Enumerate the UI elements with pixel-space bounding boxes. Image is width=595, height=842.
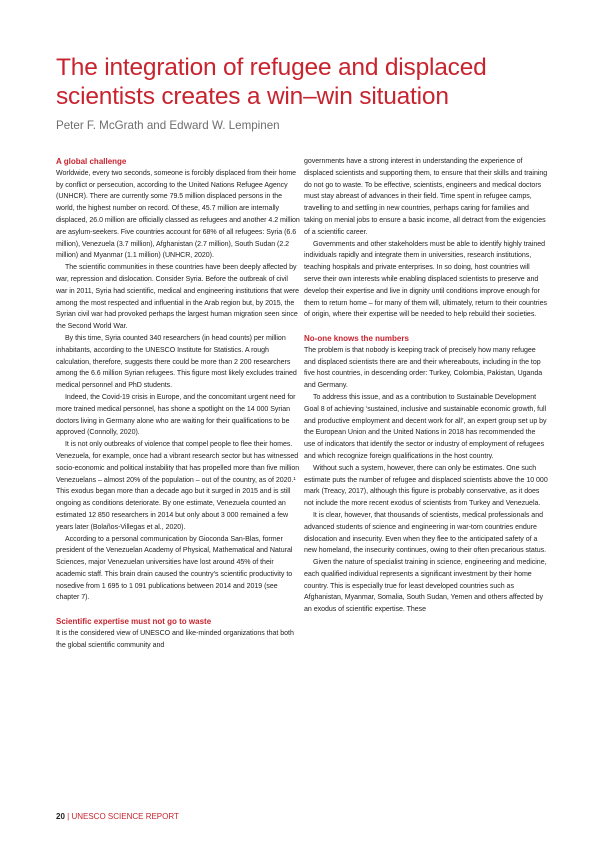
paragraph: It is the considered view of UNESCO and like-minded organizations that both the global scientific community and [56, 629, 294, 649]
paragraph: To address this issue, and as a contribution to Sustainable Development Goal 8 of achieving ‘sustained, inclusive and sustainable economic growth, full and productive employment and decent work for all’, an expert group set up by the European Union and the United Nations in 2018 has recommended the use of indicators that identify the sector or industry of employment of refugees and which recognize foreign qualifications in the host country. [304, 393, 547, 460]
paragraph: By this time, Syria counted 340 researchers (in head counts) per million inhabitants, according to the UNESCO Institute for Statistics. A rough calculation, therefore, suggests there could be more than 2 200 researchers among the 6.6 million Syrian refugees. This figure most likely excludes trained medical personnel and PhD students. [56, 334, 297, 390]
page-footer [56, 812, 179, 821]
section-heading-global-challenge: A global challenge [56, 157, 127, 166]
paragraph: It is not only outbreaks of violence that compel people to flee their homes. Venezuela, for example, once had a vibrant research sector but has witnessed socio-economic and political instability that has propelled more than five million Venezuelans – almost 20% of the population – out of the country, as of 2020.¹ This exodus began more than a decade ago but it surged in 2015 and is still ongoing as conditions deteriorate. By one estimate, Venezuela counted an estimated 12 850 researchers in 2014 but only about 3 000 remained a few years later (Bolaños-Villegas et al., 2020). [56, 441, 300, 531]
footer-separator: | [67, 812, 70, 821]
paragraph-continued: governments have a strong interest in understanding the experience of displaced scientists and supporting them, to ensure that their skills and training do not go to waste. To be effective, scientists, engineers and medical doctors must stay abreast of advances in their field. Time spent in refugee camps, travelling to and settling in new countries, perhaps caring for families and taking on menial jobs to ensure a basic income, all detract from the exigencies of a scientific career. [304, 158, 548, 236]
paragraph: Governments and other stakeholders must be able to identify highly trained individuals rapidly and integrate them in universities, research institutions, teaching hospitals and private enterprises. In so doing, host countries will serve their own interests while enabling displaced scientists to preserve and develop their expertise and live in dignity until conditions improve enough for them to return home – for many of them will, ultimately, return to their countries of origin, where their expertise will be needed to help rebuild their societies. [304, 240, 547, 319]
paragraph: Given the nature of specialist training in science, engineering and medicine, each qualified individual represents a significant investment by their home country. This is especially true for least developed countries such as Afghanistan, Myanmar, Somalia, South Sudan, Yemen and others affected by an exodus of scientific expertise. These [304, 559, 547, 614]
paragraph: It is clear, however, that thousands of scientists, medical professionals and advanced students of science and engineering in war-torn countries endure dislocation and insecurity. Even when they flee to the anticipated safety of a new homeland, the insecurity continues, owing to their often precarious status. [304, 511, 547, 555]
left-column [56, 156, 300, 651]
article-title: The integration of refugee and displaced scientists creates a win–win situation [56, 54, 487, 110]
page-number: 20 [56, 812, 65, 821]
report-series-name: UNESCO SCIENCE REPORT [71, 812, 179, 821]
paragraph: According to a personal communication by Gioconda San-Blas, former president of the Venezuelan Academy of Physical, Mathematical and Natural Sciences, major Venezuelan universities have lost around 45% of their academic staff. This brain drain caused the country’s scientific productivity to nosedive from 1 695 to 1 091 publications between 2014 and 2019 (see chapter 7). [56, 535, 293, 602]
section-spacer [56, 604, 300, 616]
paragraph: Without such a system, however, there can only be estimates. One such estimate puts the number of refugee and displaced scientists above the 10 000 mark (Treacy, 2017), although this figure is probably conservative, as it does not include the more recent exodus of scientists from Turkey and Venezuela. [304, 464, 548, 508]
right-column [304, 156, 548, 616]
section-heading-numbers: No-one knows the numbers [304, 333, 409, 343]
paragraph: The problem is that nobody is keeping track of precisely how many refugee and displaced scientists there are and their whereabouts, including in the top five host countries, in descending order: Turkey, Colombia, Pakistan, Uganda and Germany. [304, 346, 543, 390]
section-heading-expertise: Scientific expertise must not go to waste [56, 617, 212, 627]
article-authors: Peter F. McGrath and Edward W. Lempinen [56, 119, 280, 132]
paragraph: Worldwide, every two seconds, someone is forcibly displaced from their home by conflict or persecution, according to the United Nations Refugee Agency (UNHCR). There are currently some 79.5 million displaced persons in the world, the highest number on record. Of these, 45.7 million are internally displaced, 26.0 million are officially classed as refugees and another 4.2 million are asylum-seekers. Five countries account for 68% of all refugees: Syria (6.6 million), Venezuela (3.7 million), Afghanistan (2.7 million), South Sudan (2.2 million) and Myanmar (1.1 million) (UNHCR, 2020). [56, 169, 300, 260]
section-spacer [304, 321, 548, 333]
paragraph: Indeed, the Covid-19 crisis in Europe, and the concomitant urgent need for more trained medical personnel, has shone a spotlight on the 14 000 Syrian doctors living in Germany alone who are waiting for their qualifications to be approved (Connolly, 2020). [56, 393, 296, 437]
paragraph: The scientific communities in these countries have been deeply affected by war, repression and dislocation. Consider Syria. Before the outbreak of civil war in 2011, Syria had scientific, medical and engineering institutions that were among the most respected and influential in the Arab region but, by 2015, the Syrian civil war had provoked perhaps the largest human migration seen since the Second World War. [56, 264, 300, 331]
